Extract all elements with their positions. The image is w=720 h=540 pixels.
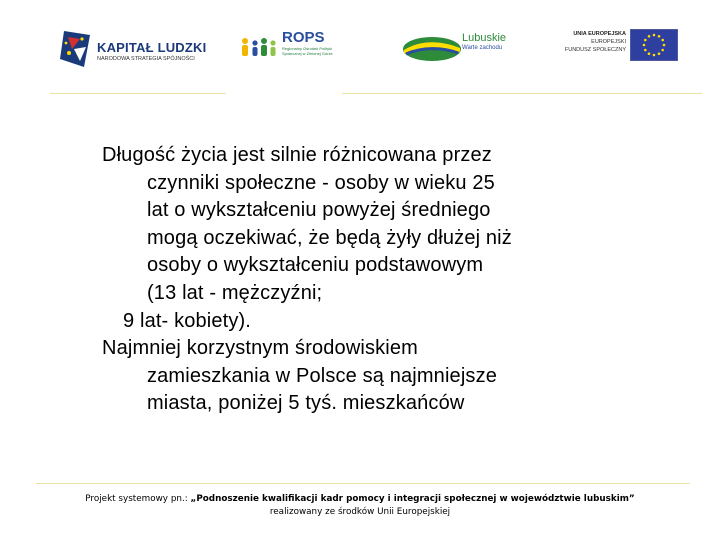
eu-line-3: FUNDUSZ SPOŁECZNY [564,47,626,53]
paragraph-residence [102,335,662,418]
rops-subtitle: Regionalny Ośrodek Polityki Społecznej w Zielonej Górze [282,46,333,56]
lubuskie-logo [402,30,517,65]
slide-body [102,142,662,418]
p2-line-2: zamieszkania w Polsce są najmniejsze [147,364,497,387]
kapital-ludzki-title: KAPITAŁ LUDZKI [97,40,207,55]
eu-line-1: UNIA EUROPEJSKA [573,31,626,37]
footer-line-1 [0,493,720,506]
header-rule-left [50,93,226,94]
lubuskie-subtitle: Warte zachodu [462,45,503,51]
eu-logo [562,28,682,64]
eu-line-2: EUROPEJSKI [591,39,626,45]
rops-title: ROPS [282,29,325,46]
p2-line-1: Najmniej korzystnym środowiskiem [102,337,418,360]
p1-line-3: lat o wykształceniu powyżej średniego [147,199,491,222]
header-rule-right [342,93,702,94]
rops-people-icon [240,34,280,60]
kapital-ludzki-flag-icon [60,29,92,69]
project-footer [0,493,720,519]
p1-line-7: 9 lat- kobiety). [123,309,252,332]
footer-project-title: „Podnoszenie kwalifikacji kadr pomocy i integracji społecznej w województwie lubuskim” [190,494,635,504]
rops-logo [240,28,340,68]
p1-line-2: czynniki społeczne - osoby w wieku 25 [147,171,495,194]
footer-line-2: realizowany ze środków Unii Europejskiej [269,507,451,517]
p1-line-5: osoby o wykształceniu podstawowym [147,254,484,277]
kapital-ludzki-subtitle: NARODOWA STRATEGIA SPÓJNOŚCI [97,56,195,62]
kapital-ludzki-logo [60,25,205,75]
p1-line-1: Długość życia jest silnie różnicowana przez [102,144,492,166]
p1-line-4: mogą oczekiwać, że będą żyły dłużej niż [147,226,512,249]
p1-line-6: (13 lat - mężczyźni; [147,281,323,304]
p2-line-3: miasta, poniżej 5 tyś. mieszkańców [147,392,465,415]
eu-flag-icon [630,29,678,61]
lubuskie-title: Lubuskie [462,32,507,44]
footer-rule [36,483,690,484]
lubuskie-landscape-icon [402,34,462,62]
footer-prefix: Projekt systemowy pn.: [85,494,191,504]
paragraph-life-expectancy [102,142,662,335]
eu-text [562,30,626,54]
